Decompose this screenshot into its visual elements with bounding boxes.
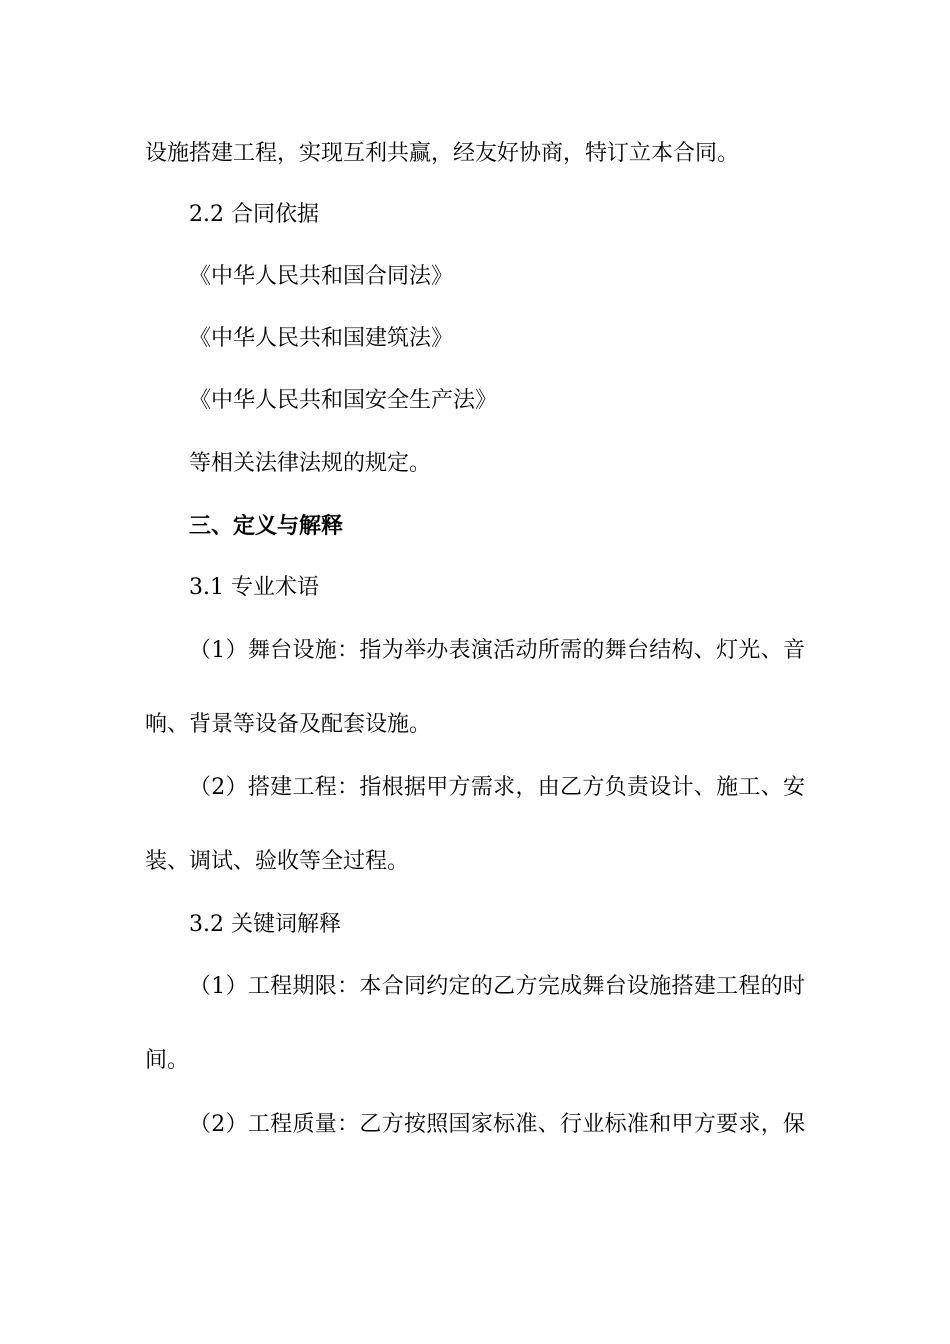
section-heading-2-2: 2.2 合同依据 (189, 202, 319, 227)
paragraph-line-continuation: 设施搭建工程，实现互利共赢，经友好协商，特订立本合同。 (145, 141, 740, 166)
law-reference-safety: 《中华人民共和国安全生产法》 (189, 388, 498, 413)
section-heading-3-1: 3.1 专业术语 (189, 575, 319, 600)
term-quality-line-1: （2）工程质量：乙方按照国家标准、行业标准和甲方要求，保 (189, 1112, 805, 1137)
section-heading-3-2: 3.2 关键词解释 (189, 912, 341, 937)
term-period-line-2: 间。 (145, 1048, 190, 1073)
term-stage-facility-line-2: 响、背景等设备及配套设施。 (145, 712, 432, 737)
chapter-heading-3: 三、定义与解释 (189, 513, 344, 539)
term-construction-line-2: 装、调试、验收等全过程。 (145, 849, 410, 874)
term-period-line-1: （1）工程期限：本合同约定的乙方完成舞台设施搭建工程的时 (189, 974, 805, 999)
term-construction-line-1: （2）搭建工程：指根据甲方需求，由乙方负责设计、施工、安 (189, 775, 805, 800)
term-stage-facility-line-1: （1）舞台设施：指为举办表演活动所需的舞台结构、灯光、音 (189, 638, 805, 663)
law-reference-construction: 《中华人民共和国建筑法》 (189, 326, 454, 351)
law-reference-contract: 《中华人民共和国合同法》 (189, 264, 454, 289)
law-reference-closing: 等相关法律法规的规定。 (189, 451, 432, 476)
